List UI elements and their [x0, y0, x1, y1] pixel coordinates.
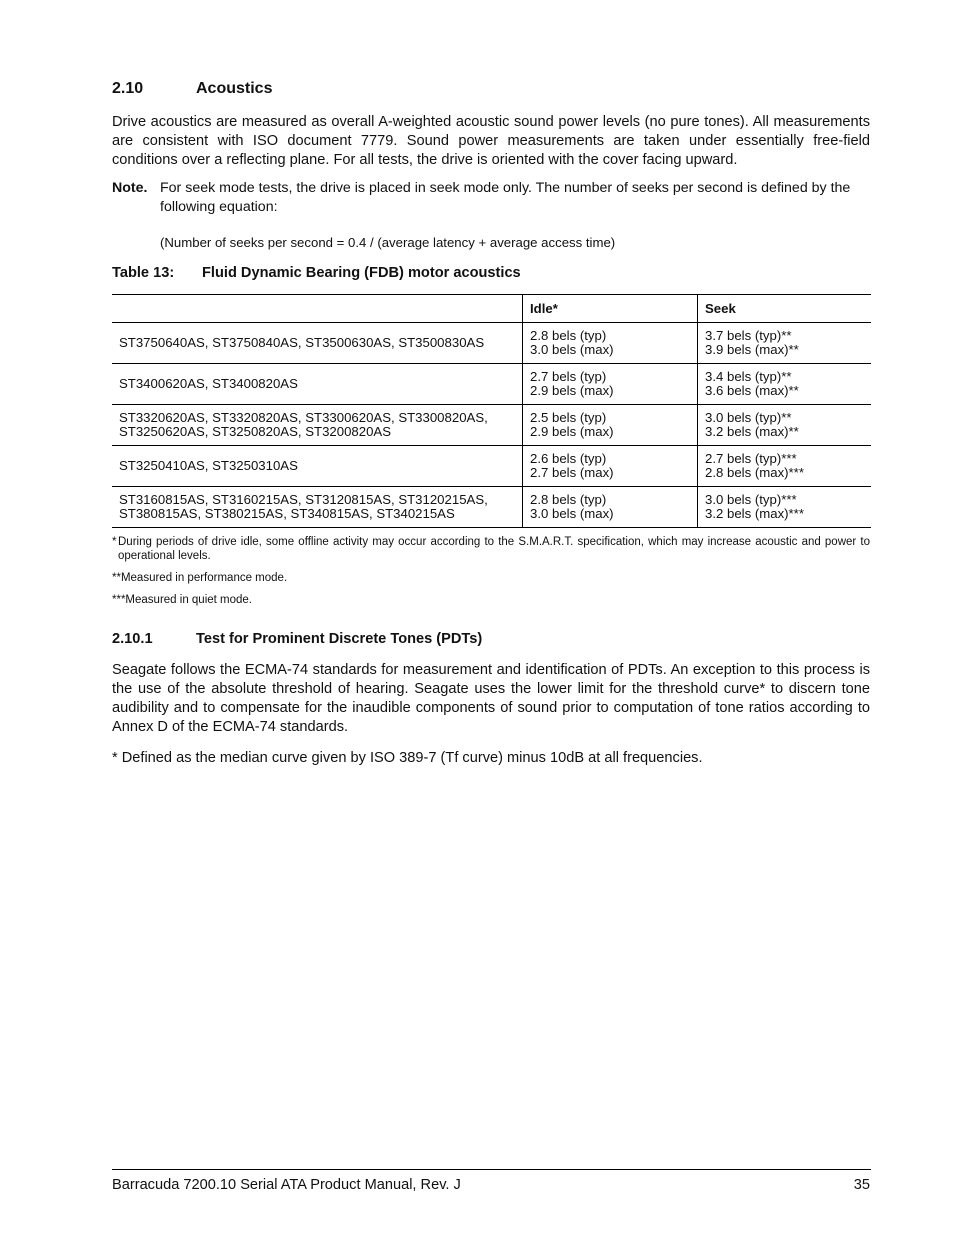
header-model	[112, 295, 523, 323]
pdt-footnote: * Defined as the median curve given by ISO 389-7 (Tf curve) minus 10dB at all frequencies.	[112, 750, 703, 766]
seek-cell: 3.0 bels (typ)*** 3.2 bels (max)***	[698, 487, 872, 528]
table-row	[112, 487, 871, 528]
model-cell: ST3750640AS, ST3750840AS, ST3500630AS, ST3500830AS	[112, 323, 523, 364]
intro-paragraph: Drive acoustics are measured as overall A-weighted acoustic sound power levels (no pure tones). All measurements are consistent with ISO document 7779. Sound power measurements are taken under essentially free-field conditions over a reflecting plane. For all tests, the drive is oriented with the cover facing upward.	[112, 114, 870, 168]
table-header-row	[112, 295, 871, 323]
table-row	[112, 323, 871, 364]
idle-cell: 2.8 bels (typ) 3.0 bels (max)	[523, 323, 698, 364]
idle-cell: 2.5 bels (typ) 2.9 bels (max)	[523, 405, 698, 446]
page-number: 35	[853, 1177, 870, 1193]
table-row	[112, 364, 871, 405]
model-cell: ST3400620AS, ST3400820AS	[112, 364, 523, 405]
seek-equation: (Number of seeks per second = 0.4 / (average latency + average access time)	[160, 235, 616, 250]
pdt-paragraph: Seagate follows the ECMA-74 standards for measurement and identification of PDTs. An exception to this process is the use of the absolute threshold of hearing. Seagate uses the lower limit for the threshold curve* to discern tone audibility and to compensate for the inaudible components of sound prior to computation of tone ratios according to Annex D of the ECMA-74 standards.	[112, 662, 870, 735]
table-row	[112, 405, 871, 446]
quiet-footnote: ***Measured in quiet mode.	[112, 594, 252, 606]
idle-footnote: During periods of drive idle, some offline activity may occur according to the S.M.A.R.T. specification, which may increase acoustic and power to operational levels.	[118, 536, 870, 562]
subsection-number: 2.10.1	[112, 631, 153, 647]
footer-rule	[112, 1169, 871, 1170]
note-text: For seek mode tests, the drive is placed in seek mode only. The number of seeks per second is defined by the following equation:	[160, 180, 851, 215]
section-title: Acoustics	[196, 80, 273, 97]
header-seek: Seek	[698, 295, 872, 323]
seek-cell: 3.4 bels (typ)** 3.6 bels (max)**	[698, 364, 872, 405]
acoustics-table	[112, 294, 871, 528]
model-cell: ST3160815AS, ST3160215AS, ST3120815AS, ST3120215AS, ST380815AS, ST380215AS, ST340815AS, ST340215AS	[112, 487, 523, 528]
footer-title: Barracuda 7200.10 Serial ATA Product Manual, Rev. J	[112, 1177, 461, 1193]
model-cell: ST3250410AS, ST3250310AS	[112, 446, 523, 487]
idle-cell: 2.6 bels (typ) 2.7 bels (max)	[523, 446, 698, 487]
table-caption-label: Table 13:	[112, 265, 175, 281]
note-label: Note.	[112, 180, 148, 196]
idle-footnote-marker: *	[112, 536, 117, 548]
idle-cell: 2.7 bels (typ) 2.9 bels (max)	[523, 364, 698, 405]
model-cell: ST3320620AS, ST3320820AS, ST3300620AS, ST3300820AS, ST3250620AS, ST3250820AS, ST3200820AS	[112, 405, 523, 446]
seek-cell: 2.7 bels (typ)*** 2.8 bels (max)***	[698, 446, 872, 487]
performance-footnote: **Measured in performance mode.	[112, 572, 288, 584]
header-idle: Idle*	[523, 295, 698, 323]
seek-cell: 3.0 bels (typ)** 3.2 bels (max)**	[698, 405, 872, 446]
table-row	[112, 446, 871, 487]
seek-cell: 3.7 bels (typ)** 3.9 bels (max)**	[698, 323, 872, 364]
idle-cell: 2.8 bels (typ) 3.0 bels (max)	[523, 487, 698, 528]
table-caption-title: Fluid Dynamic Bearing (FDB) motor acoustics	[202, 265, 521, 281]
section-number: 2.10	[112, 80, 144, 97]
subsection-title: Test for Prominent Discrete Tones (PDTs)	[196, 631, 483, 647]
